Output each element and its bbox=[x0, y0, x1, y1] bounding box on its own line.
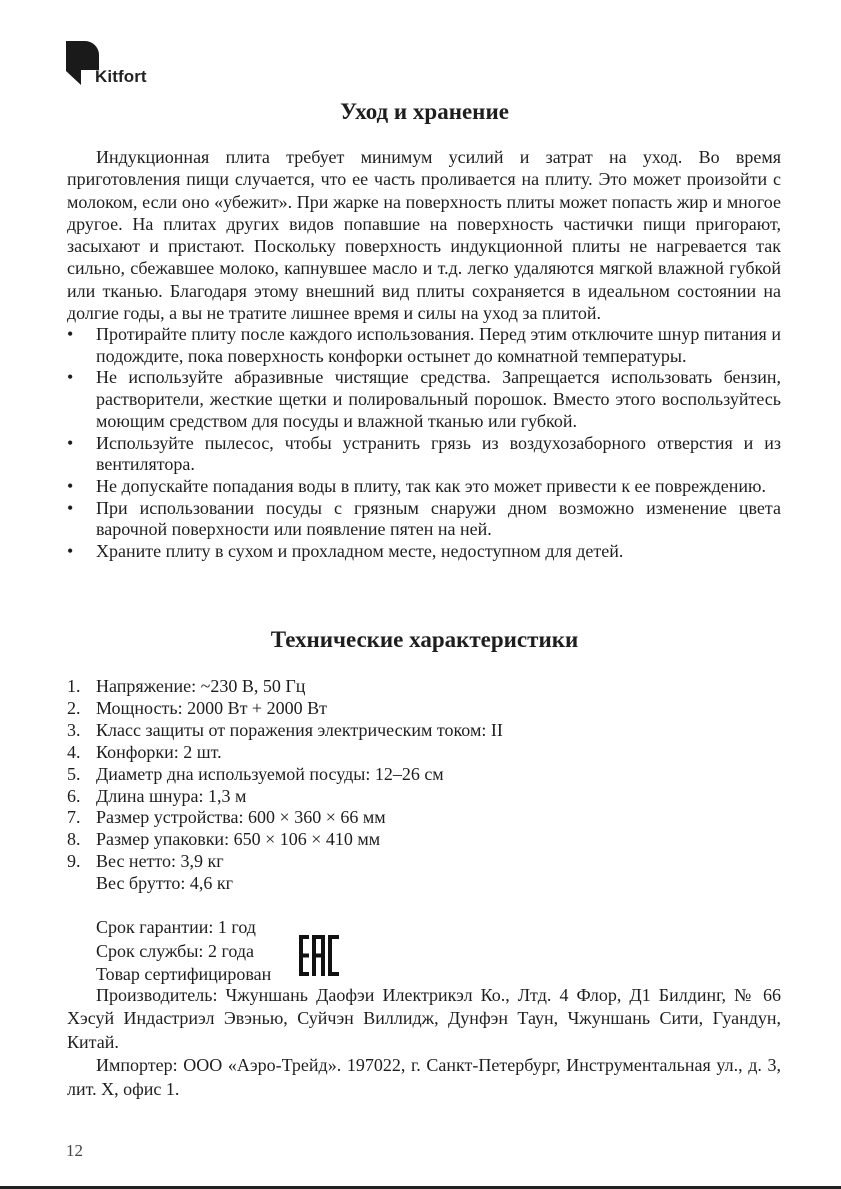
spec-number: 6. bbox=[67, 785, 81, 806]
spec-text: Класс защиты от поражения электрическим током: II bbox=[96, 719, 503, 740]
spec-text: Длина шнура: 1,3 м bbox=[96, 785, 247, 806]
specs-list bbox=[67, 676, 503, 895]
care-bullet-list bbox=[67, 324, 781, 563]
certified-text: Товар сертифицирован bbox=[96, 964, 272, 985]
spec-number: 1. bbox=[67, 676, 81, 696]
page-number: 12 bbox=[66, 1141, 83, 1160]
importer-info: Импортер: ООО «Аэро-Трейд». 197022, г. Санкт-Петербург, Инструментальная ул., д. 3, лит. Х, офис 1. bbox=[67, 1055, 781, 1099]
spec-number: 5. bbox=[67, 763, 81, 784]
spec-item bbox=[67, 676, 503, 698]
list-item: • При использовании посуды с грязным снаружи дном возможно изменение цвета варочной поверхности или появление пятен на ней. bbox=[67, 498, 781, 541]
list-item: • Используйте пылесос, чтобы устранить грязь из воздухозаборного отверстия и из вентилятора. bbox=[67, 433, 781, 476]
spec-item bbox=[67, 851, 503, 873]
spec-text: Вес нетто: 3,9 кг bbox=[96, 851, 224, 872]
eac-certification-icon bbox=[299, 935, 339, 976]
list-item: • Не используйте абразивные чистящие средства. Запрещается использовать бензин, растворители, жесткие щетки и полировальный порошок. Вместо этого воспользуйтесь моющим средством для посуды и влажной тканью или губкой. bbox=[67, 367, 781, 432]
service-life: Срок службы: 2 года bbox=[96, 940, 255, 961]
spec-item bbox=[67, 873, 503, 895]
kitfort-logo bbox=[66, 41, 176, 91]
manufacturer-info: Производитель: Чжуншань Даофэи Илектрикэл Ко., Лтд. 4 Флор, Д1 Билдинг, № 66 Хэсуй Индастриэл Эвэнью, Суйчэн Виллидж, Дунфэн Таун, Чжуншань Сити, Гуандун, Китай. bbox=[67, 985, 781, 1052]
spec-item bbox=[67, 720, 503, 742]
spec-number: 2. bbox=[67, 697, 81, 718]
spec-item bbox=[67, 807, 503, 829]
brand-name: Kitfort bbox=[95, 67, 147, 86]
spec-text: Мощность: 2000 Вт + 2000 Вт bbox=[96, 697, 327, 718]
care-intro-paragraph: Индукционная плита требует минимум усилий и затрат на уход. Во время приготовления пищи случается, что ее часть проливается на плиту. Это может произойти с молоком, если оно «убежит». При жарке на поверхность плиты может попасть жир и многое другое. На плитах других видов попавшие на поверхность частички пищи пригорают, засыхают и пристают. Поскольку поверхность индукционной плиты не нагревается так сильно, сбежавшее молоко, капнувшее масло и т.д. легко удаляются мягкой влажной губкой или тканью. Благодаря этому внешний вид плиты сохраняется в идеальном состоянии на долгие годы, а вы не тратите лишнее время и силы на уход за плитой. bbox=[67, 147, 781, 324]
list-item: • Храните плиту в сухом и прохладном месте, недоступном для детей. bbox=[67, 541, 781, 563]
spec-item bbox=[67, 698, 503, 720]
care-intro-block bbox=[67, 146, 781, 324]
spec-item bbox=[67, 829, 503, 851]
spec-item bbox=[67, 742, 503, 764]
spec-number: 9. bbox=[67, 851, 81, 872]
list-item: • Не допускайте попадания воды в плиту, так как это может привести к ее повреждению. bbox=[67, 476, 781, 498]
spec-item bbox=[67, 786, 503, 808]
spec-item bbox=[67, 764, 503, 786]
spec-text: Размер упаковки: 650 × 106 × 410 мм bbox=[96, 829, 381, 850]
specs-section-title: Технические характеристики bbox=[270, 627, 579, 652]
spec-number: 4. bbox=[67, 741, 81, 762]
spec-number: 7. bbox=[67, 807, 81, 828]
list-item: • Протирайте плиту после каждого использования. Перед этим отключите шнур питания и подождите, пока поверхность конфорки остынет до комнатной температуры. bbox=[67, 324, 781, 367]
spec-text: Конфорки: 2 шт. bbox=[96, 741, 222, 762]
spec-number: 3. bbox=[67, 719, 81, 740]
care-section-title: Уход и хранение bbox=[340, 99, 509, 124]
spec-text: Напряжение: ~230 В, 50 Гц bbox=[96, 676, 306, 696]
company-info bbox=[67, 984, 781, 1101]
warranty-block bbox=[96, 916, 271, 987]
spec-text: Вес брутто: 4,6 кг bbox=[96, 873, 233, 894]
spec-text: Диаметр дна используемой посуды: 12–26 см bbox=[96, 763, 444, 784]
spec-number: 8. bbox=[67, 829, 81, 850]
warranty-term: Срок гарантии: 1 год bbox=[96, 917, 256, 937]
spec-text: Размер устройства: 600 × 360 × 66 мм bbox=[96, 807, 386, 828]
